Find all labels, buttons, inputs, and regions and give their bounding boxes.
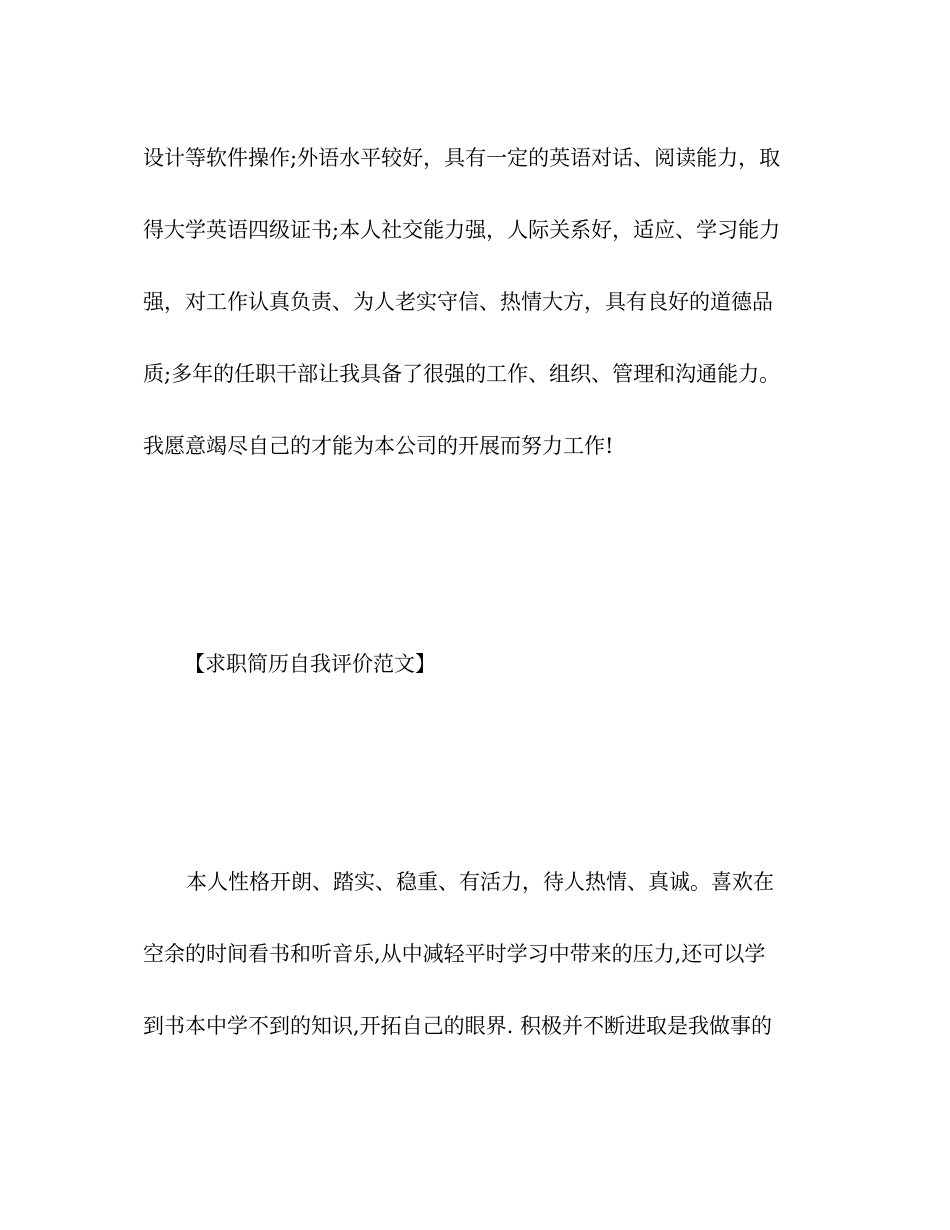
paragraph-1-line-1: 设计等软件操作;外语水平较好，具有一定的英语对话、阅读能力，取	[143, 146, 781, 170]
paragraph-1-line-5: 我愿意竭尽自己的才能为本公司的开展而努力工作!	[143, 434, 614, 458]
paragraph-1-line-2: 得大学英语四级证书;本人社交能力强，人际关系好，适应、学习能力	[143, 218, 781, 242]
paragraph-2-line-3: 到书本中学不到的知识,开拓自己的眼界. 积极并不断进取是我做事的	[143, 1014, 773, 1038]
paragraph-2-line-1: 本人性格开朗、踏实、稳重、有活力，待人热情、真诚。喜欢在	[186, 870, 774, 894]
paragraph-1-line-3: 强，对工作认真负责、为人老实守信、热情大方，具有良好的道德品	[143, 290, 773, 314]
section-heading: 【求职简历自我评价范文】	[184, 652, 436, 676]
paragraph-2-line-2: 空余的时间看书和听音乐,从中减轻平时学习中带来的压力,还可以学	[143, 942, 766, 966]
paragraph-1-line-4: 质;多年的任职干部让我具备了很强的工作、组织、管理和沟通能力。	[143, 362, 781, 386]
